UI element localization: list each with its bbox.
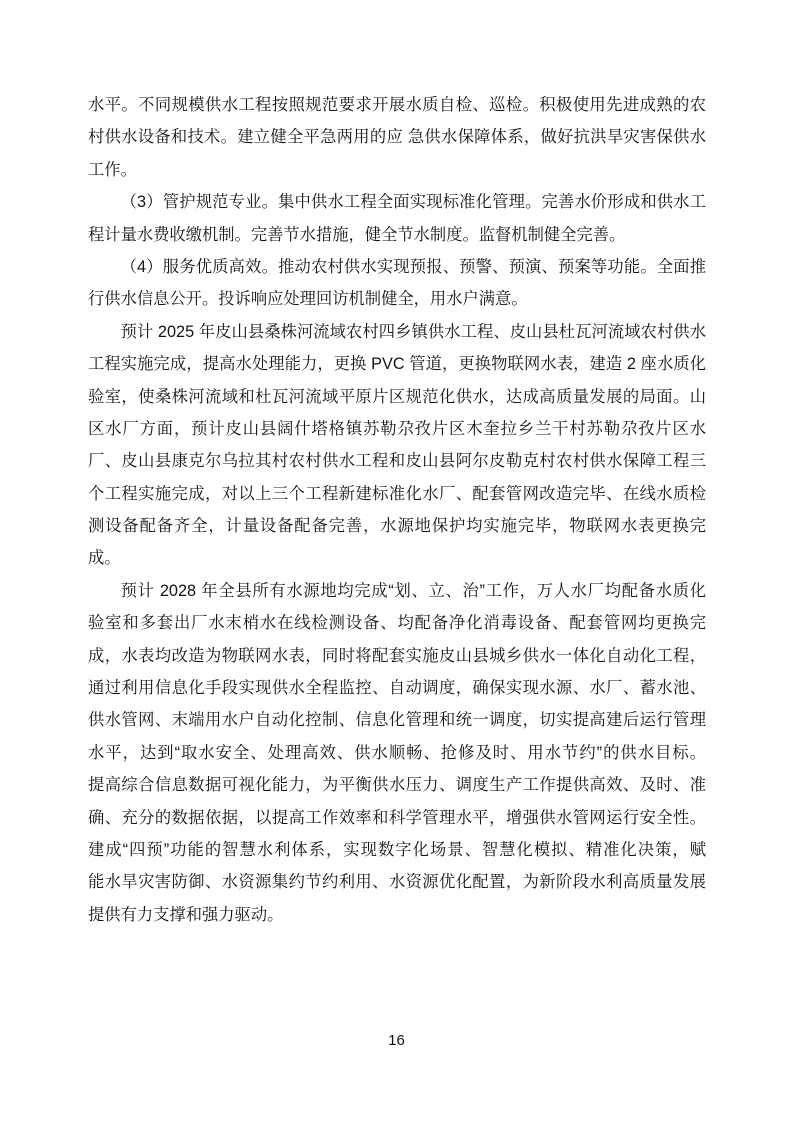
text-line: （3）管护规范专业。集中供水工程全面实现标准化管理。完善水价形成和供水工 (120, 193, 706, 212)
text-line: 工作。 (88, 160, 137, 179)
page-number: 16 (388, 1032, 405, 1049)
text-line: 能水旱灾害防御、水资源集约节约利用、水资源优化配置，为新阶段水利高质量发展 (88, 873, 706, 892)
text-line: 确、充分的数据依据，以提高工作效率和科学管理水平，增强供水管网运行安全性。 (88, 808, 706, 827)
text-line: 成。 (88, 549, 121, 568)
text-line: 水平，达到“取水安全、处理高效、供水顺畅、抢修及时、用水节约”的供水目标。 (88, 743, 706, 762)
text-line: 提供有力支撑和强力驱动。 (88, 905, 284, 924)
document-text-block (88, 89, 706, 931)
text-line: 个工程实施完成，对以上三个工程新建标准化水厂、配套管网改造完毕、在线水质检 (88, 484, 706, 503)
text-line: 预计 2028 年全县所有水源地均完成“划、立、治”工作，万人水厂均配备水质化 (120, 581, 706, 600)
text-line: 水平。不同规模供水工程按照规范要求开展水质自检、巡检。积极使用先进成熟的农 (88, 96, 706, 114)
text-line: 测设备配备齐全，计量设备配备完善，水源地保护均实施完毕，物联网水表更换完 (88, 517, 706, 536)
text-line: 程计量水费收缴机制。完善节水措施，健全节水制度。监督机制健全完善。 (88, 225, 626, 244)
text-line: 验室，使桑株河流域和杜瓦河流域平原片区规范化供水，达成高质量发展的局面。山 (88, 387, 706, 406)
text-line: 建成“四预”功能的智慧水利体系，实现数字化场景、智慧化模拟、精准化决策，赋 (88, 840, 706, 859)
text-line: 工程实施完成，提高水处理能力，更换 PVC 管道，更换物联网水表，建造 2 座水质化 (88, 355, 706, 374)
text-line: 村供水设备和技术。建立健全平急两用的应 急供水保障体系，做好抗洪旱灾害保供水 (88, 128, 706, 147)
text-line: （4）服务优质高效。推动农村供水实现预报、预警、预演、预案等功能。全面推 (120, 257, 706, 276)
text-line: 厂、皮山县康克尔乌拉其村农村供水工程和皮山县阿尔皮勒克村农村供水保障工程三 (88, 452, 706, 471)
text-line: 区水厂方面，预计皮山县阔什塔格镇苏勒尕孜片区木奎拉乡兰干村苏勒尕孜片区水 (88, 419, 706, 438)
text-line: 预计 2025 年皮山县桑株河流域农村四乡镇供水工程、皮山县杜瓦河流域农村供水 (120, 322, 706, 341)
text-line: 供水管网、末端用水户自动化控制、信息化管理和统一调度，切实提高建后运行管理 (88, 711, 706, 730)
text-line: 提高综合信息数据可视化能力，为平衡供水压力、调度生产工作提供高效、及时、准 (88, 776, 706, 795)
text-line: 成，水表均改造为物联网水表，同时将配套实施皮山县城乡供水一体化自动化工程， (88, 646, 706, 665)
text-line: 通过利用信息化手段实现供水全程监控、自动调度，确保实现水源、水厂、蓄水池、 (88, 679, 706, 698)
text-line: 验室和多套出厂水末梢水在线检测设备、均配备净化消毒设备、配套管网均更换完 (88, 614, 706, 633)
text-line: 行供水信息公开。投诉响应处理回访机制健全，用水户满意。 (88, 290, 528, 309)
